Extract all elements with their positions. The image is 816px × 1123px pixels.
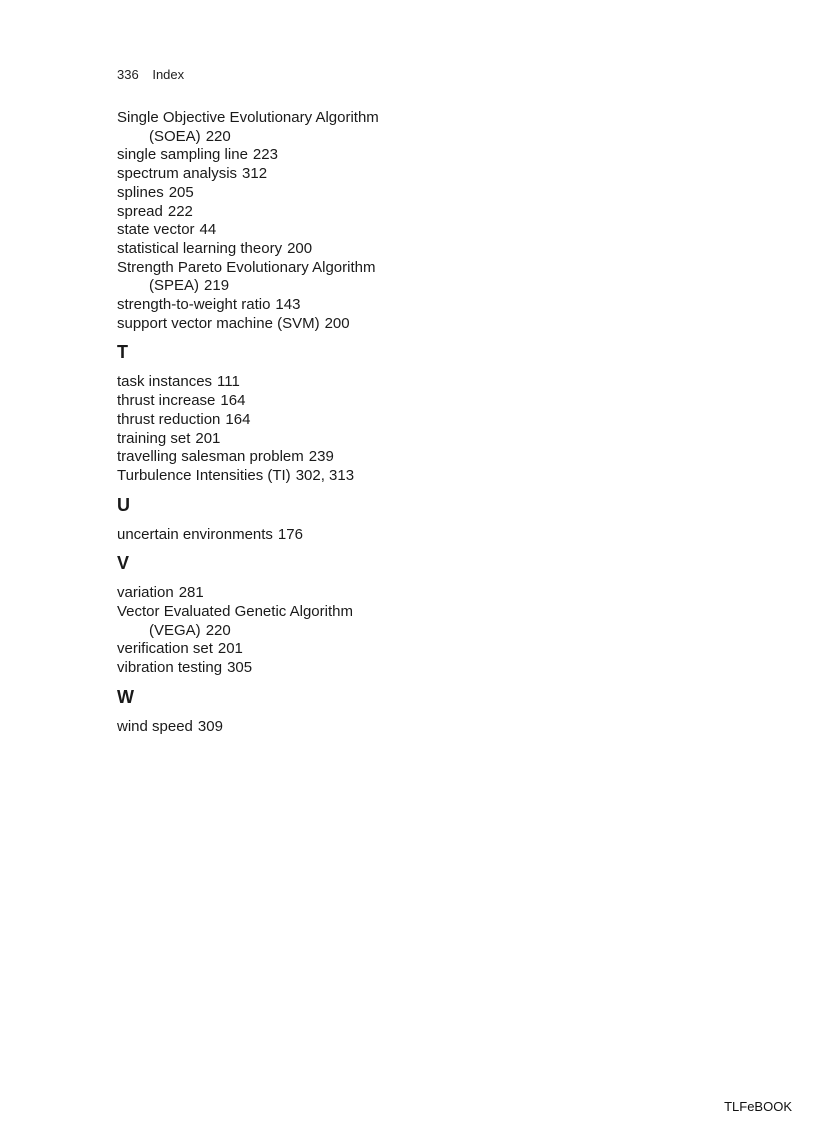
index-entry: [117, 203, 637, 222]
index-section: [117, 494, 637, 545]
entry-list: [117, 584, 637, 678]
index-section: [117, 341, 637, 485]
entry-pages: 200: [287, 239, 313, 257]
entry-pages: 220: [205, 621, 231, 639]
entry-list: [117, 373, 637, 485]
entry-list: [117, 109, 637, 333]
entry-pages: 200: [324, 314, 350, 332]
entry-pages: 312: [242, 165, 268, 183]
entry-term: thrust increase: [117, 392, 216, 410]
entry-term: spread: [117, 202, 163, 220]
entry-continuation-line: [117, 128, 637, 147]
entry-pages: 201: [217, 640, 243, 658]
entry-pages: 302, 313: [295, 466, 355, 484]
index-entry: [117, 165, 637, 184]
entry-term: splines: [117, 183, 164, 201]
footer-watermark: TLFeBOOK: [724, 1099, 792, 1114]
index-entry: [117, 640, 637, 659]
entry-pages: 222: [167, 202, 193, 220]
entry-term: statistical learning theory: [117, 239, 283, 257]
index-entry: [117, 259, 637, 296]
entry-continuation: (SPEA): [149, 277, 200, 295]
entry-pages: 309: [197, 717, 223, 735]
index-section: [117, 686, 637, 737]
entry-pages: 219: [204, 277, 230, 295]
entry-term: thrust reduction: [117, 410, 221, 428]
entry-pages: 281: [178, 584, 204, 602]
index-body: [117, 109, 637, 737]
entry-pages: 201: [195, 429, 221, 447]
entry-pages: 143: [275, 296, 301, 314]
entry-term: single sampling line: [117, 146, 248, 164]
entry-pages: 223: [252, 146, 278, 164]
entry-pages: 164: [225, 410, 251, 428]
entry-term: uncertain environments: [117, 525, 273, 543]
index-entry: [117, 603, 637, 640]
entry-pages: 44: [199, 221, 217, 239]
index-entry: [117, 392, 637, 411]
index-section: [117, 109, 637, 333]
entry-pages: 205: [168, 183, 194, 201]
index-entry: [117, 146, 637, 165]
entry-continuation-line: [117, 277, 637, 296]
index-entry: [117, 467, 637, 486]
section-letter: T: [117, 342, 128, 363]
index-entry: [117, 659, 637, 678]
entry-term: training set: [117, 429, 191, 447]
entry-term: wind speed: [117, 717, 193, 735]
entry-term: spectrum analysis: [117, 165, 238, 183]
index-entry: [117, 526, 637, 545]
entry-term: variation: [117, 584, 174, 602]
entry-list: [117, 526, 637, 545]
index-entry: [117, 430, 637, 449]
index-entry: [117, 373, 637, 392]
section-letter: W: [117, 686, 134, 707]
entry-pages: 164: [220, 392, 246, 410]
index-entry: [117, 296, 637, 315]
entry-pages: 239: [308, 448, 334, 466]
entry-term: Vector Evaluated Genetic Algorithm: [117, 603, 353, 621]
entry-list: [117, 718, 637, 737]
entry-continuation: (SOEA): [149, 127, 201, 145]
entry-pages: 111: [217, 373, 240, 391]
entry-term: state vector: [117, 221, 195, 239]
index-entry: [117, 240, 637, 259]
entry-term: verification set: [117, 640, 213, 658]
index-entry: [117, 448, 637, 467]
entry-continuation: (VEGA): [149, 621, 201, 639]
entry-term: travelling salesman problem: [117, 448, 304, 466]
entry-pages: 305: [227, 659, 253, 677]
running-head-title: Index: [152, 67, 185, 82]
index-entry: [117, 221, 637, 240]
entry-term: support vector machine (SVM): [117, 314, 320, 332]
index-entry: [117, 584, 637, 603]
entry-term: strength-to-weight ratio: [117, 296, 271, 314]
page-number: 336: [117, 67, 139, 82]
index-entry: [117, 411, 637, 430]
entry-pages: 176: [277, 525, 303, 543]
entry-term: task instances: [117, 373, 213, 391]
running-head: [117, 67, 184, 83]
index-entry: [117, 184, 637, 203]
index-entry: [117, 109, 637, 146]
index-entry: [117, 315, 637, 334]
index-section: [117, 552, 637, 678]
entry-term: vibration testing: [117, 659, 223, 677]
entry-term: Strength Pareto Evolutionary Algorithm: [117, 258, 376, 276]
entry-term: Single Objective Evolutionary Algorithm: [117, 109, 379, 126]
index-entry: [117, 718, 637, 737]
entry-term: Turbulence Intensities (TI): [117, 466, 291, 484]
section-letter: U: [117, 494, 130, 515]
entry-pages: 220: [205, 127, 231, 145]
entry-continuation-line: [117, 622, 637, 641]
section-letter: V: [117, 553, 130, 574]
